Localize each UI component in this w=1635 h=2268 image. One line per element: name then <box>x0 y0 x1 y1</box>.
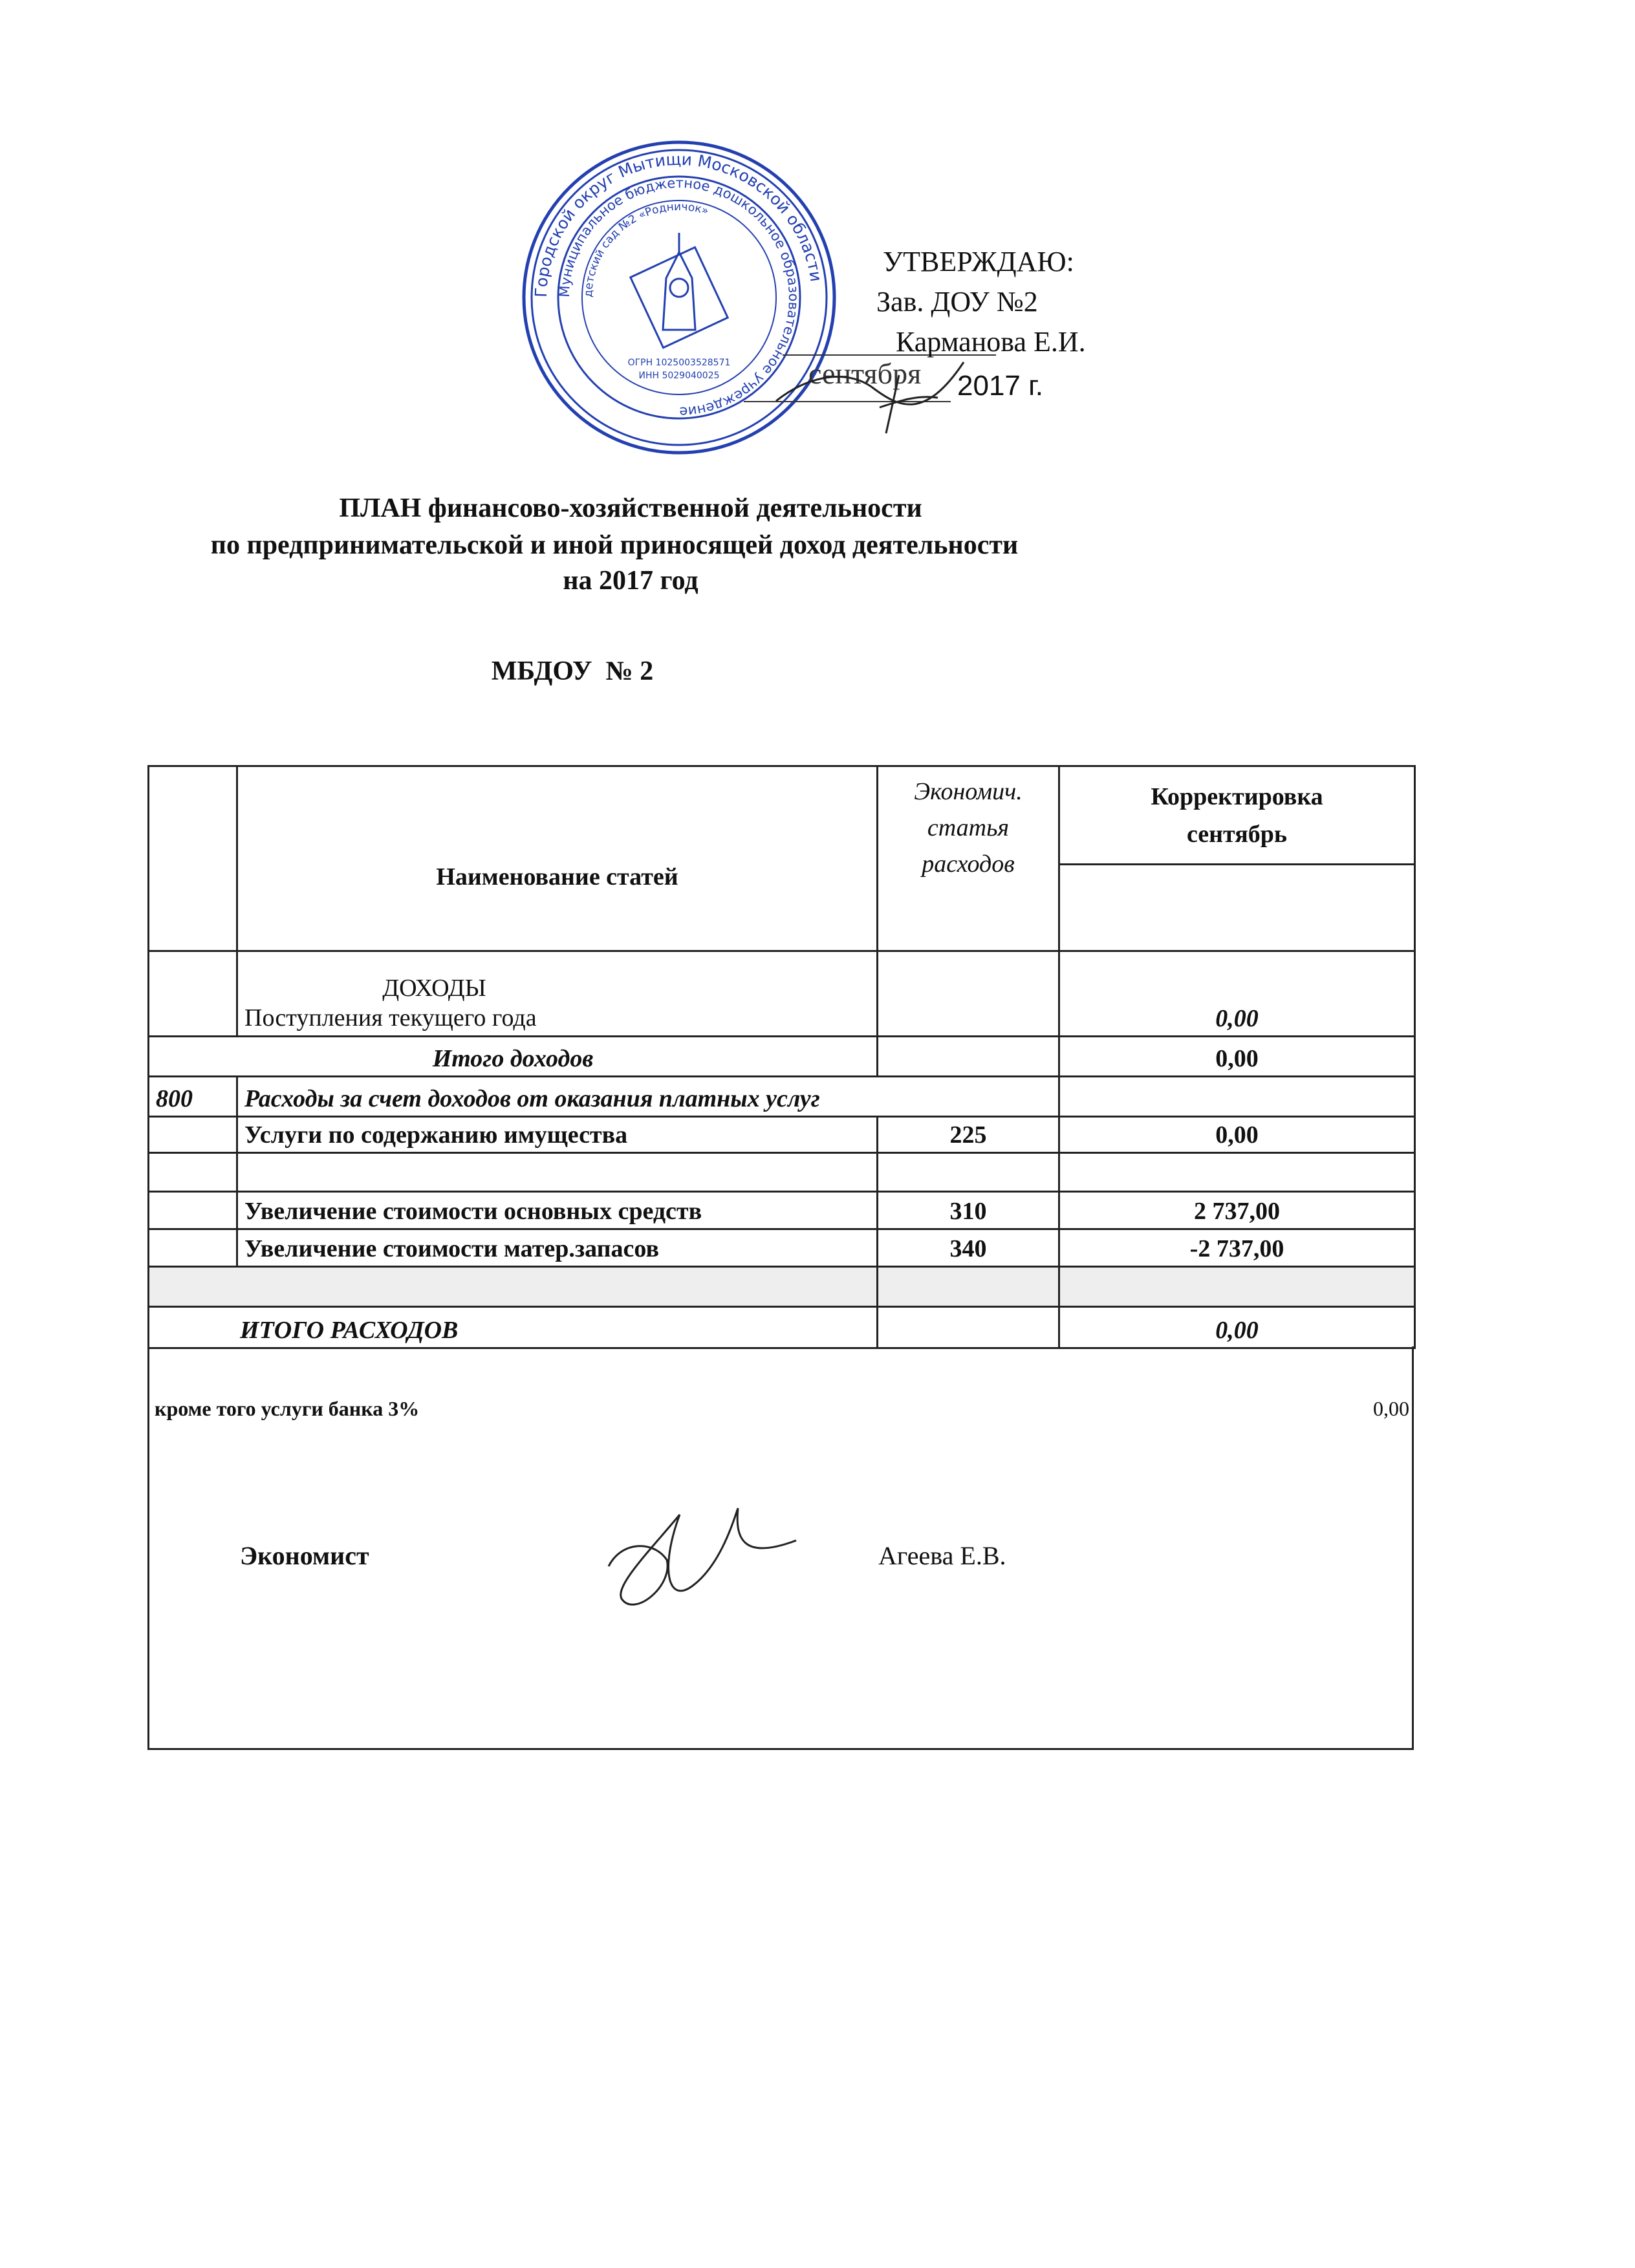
table-row-empty <box>149 1153 1415 1192</box>
expense-total-text: ИТОГО РАСХОДОВ <box>240 1317 459 1344</box>
bank-fee-note: кроме того услуги банка 3% <box>155 1397 420 1420</box>
income-header: ДОХОДЫ <box>382 975 486 1002</box>
table-row <box>149 1117 1415 1153</box>
expense-total-code <box>878 1307 1059 1348</box>
approval-year: 2017 г. <box>957 370 1044 402</box>
notes-signature-box <box>147 1346 1414 1750</box>
stamp-outer-text: Городской округ Мытищи Московской области <box>531 149 826 298</box>
header-correction-line1: Корректировка <box>1151 783 1323 810</box>
expense-total-label <box>149 1307 878 1348</box>
header-econ-line3: расходов <box>922 850 1015 878</box>
table-row <box>149 1229 1415 1267</box>
row-1-code: 225 <box>878 1117 1059 1153</box>
approval-heading: УТВЕРЖДАЮ: <box>883 246 1074 277</box>
income-total-value: 0,00 <box>1059 1037 1415 1077</box>
approval-signature-scribble <box>770 349 983 440</box>
section-value <box>1059 1077 1415 1117</box>
row-3-code: 340 <box>878 1229 1059 1267</box>
table-row-empty <box>149 1267 1415 1307</box>
row-1-value: 0,00 <box>1059 1117 1415 1153</box>
header-correction <box>1059 766 1415 865</box>
income-total-code <box>878 1037 1059 1077</box>
row-3-blank <box>149 1229 237 1267</box>
table-row <box>149 1192 1415 1229</box>
row-2-label: Увеличение стоимости основных средств <box>237 1192 878 1229</box>
header-econ <box>878 766 1059 951</box>
stamp-ogrn: ОГРН 1025003528571 <box>627 358 731 368</box>
row-2-blank <box>149 1192 237 1229</box>
economist-name: Агеева Е.В. <box>878 1541 1006 1570</box>
document-title-line3: на 2017 год <box>563 566 698 596</box>
header-code-cell <box>149 766 237 951</box>
economist-signature <box>596 1489 828 1637</box>
income-row-label: Поступления текущего года <box>244 1004 537 1031</box>
bank-fee-value: 0,00 <box>1373 1397 1409 1420</box>
header-econ-line1: Экономич. <box>914 778 1023 805</box>
income-total-label: Итого доходов <box>149 1037 878 1077</box>
row-3-value: -2 737,00 <box>1059 1229 1415 1267</box>
income-code-value <box>878 951 1059 1037</box>
header-econ-line2: статья <box>927 814 1010 841</box>
svg-text:Городской округ Мытищи Московс <box>532 150 826 298</box>
header-name: Наименование статей <box>237 766 878 951</box>
header-correction-line2: сентябрь <box>1186 820 1288 848</box>
stamp-inner-text: детский сад №2 «Родничок» <box>581 200 710 298</box>
document-title-line2: по предпринимательской и иной приносящей доход деятельности <box>210 530 1019 560</box>
income-label-cell <box>237 951 878 1037</box>
economist-position: Экономист <box>240 1541 369 1570</box>
header-correction-subcell <box>1059 865 1415 951</box>
row-2-code: 310 <box>878 1192 1059 1229</box>
income-row-value: 0,00 <box>1059 951 1415 1037</box>
expense-total-value: 0,00 <box>1059 1307 1415 1348</box>
income-code-cell <box>149 951 237 1037</box>
section-label: Расходы за счет доходов от оказания платных услуг <box>237 1077 1059 1117</box>
stamp-inn: ИНН 5029040025 <box>638 371 720 381</box>
row-1-blank <box>149 1117 237 1153</box>
row-2-value: 2 737,00 <box>1059 1192 1415 1229</box>
organization-name: МБДОУ № 2 <box>491 656 654 686</box>
document-title-line1: ПЛАН финансово-хозяйственной деятельности <box>339 493 922 523</box>
row-1-label: Услуги по содержанию имущества <box>237 1117 878 1153</box>
approval-position: Зав. ДОУ №2 <box>876 286 1038 318</box>
row-3-label: Увеличение стоимости матер.запасов <box>237 1229 878 1267</box>
financial-plan-table <box>147 765 1416 1349</box>
section-code: 800 <box>149 1077 237 1117</box>
approval-date-handwritten: сентября <box>808 357 922 390</box>
stamp-middle-text: Муниципальное бюджетное дошкольное образовательное учреждение <box>556 175 802 420</box>
approval-name: Карманова Е.И. <box>896 326 1086 358</box>
